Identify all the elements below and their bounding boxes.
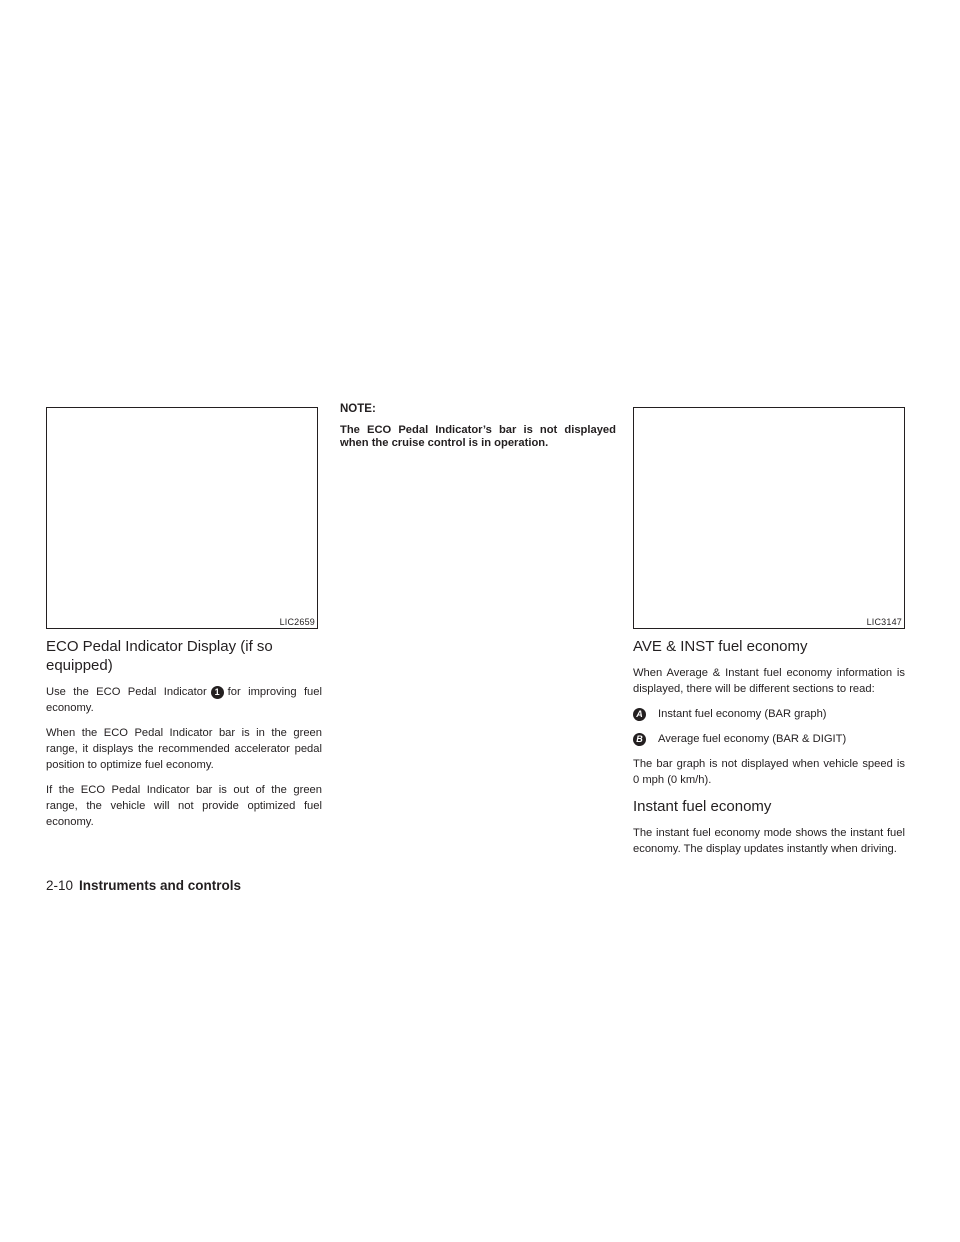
figure-label: LIC3147 bbox=[866, 617, 902, 627]
ave-heading: AVE & INST fuel economy bbox=[633, 638, 808, 655]
ave-intro: When Average & Instant fuel economy information is displayed, there will be different sections to read: bbox=[633, 667, 905, 695]
figure-label: LIC2659 bbox=[279, 617, 315, 627]
page-footer bbox=[46, 878, 241, 894]
callout-1-icon: 1 bbox=[211, 686, 224, 699]
note-section bbox=[340, 403, 616, 450]
callout-a-icon: A bbox=[633, 708, 646, 721]
eco-p1-text-end: for improving fuel economy. bbox=[46, 686, 322, 714]
ave-bar-note: The bar graph is not displayed when vehicle speed is 0 mph (0 km/h). bbox=[633, 758, 905, 786]
note-body: The ECO Pedal Indicator’s bar is not displayed when the cruise control is in operation. bbox=[340, 424, 616, 449]
eco-p1-text: Use the ECO Pedal Indicator bbox=[46, 686, 207, 698]
figure-ave-inst-fuel-economy bbox=[633, 407, 905, 629]
page-number: 2-10 bbox=[46, 878, 74, 893]
instant-body: The instant fuel economy mode shows the instant fuel economy. The display updates instantly when driving. bbox=[633, 827, 905, 855]
list-item-text: Instant fuel economy (BAR graph) bbox=[658, 708, 827, 720]
eco-paragraph-1 bbox=[46, 684, 322, 716]
eco-section bbox=[46, 637, 322, 839]
eco-paragraph-3: If the ECO Pedal Indicator bar is out of the green range, the vehicle will not provide optimized fuel economy. bbox=[46, 784, 322, 828]
figure-eco-pedal-indicator bbox=[46, 407, 318, 629]
list-item bbox=[633, 706, 905, 722]
eco-heading: ECO Pedal Indicator Display (if so equipped) bbox=[46, 638, 273, 674]
ave-section bbox=[633, 637, 905, 866]
note-title: NOTE: bbox=[340, 403, 376, 415]
eco-paragraph-2: When the ECO Pedal Indicator bar is in the green range, it displays the recommended accelerator pedal position to optimize fuel economy. bbox=[46, 727, 322, 771]
instant-heading: Instant fuel economy bbox=[633, 798, 772, 815]
callout-b-icon: B bbox=[633, 733, 646, 746]
list-item bbox=[633, 731, 905, 747]
section-title: Instruments and controls bbox=[79, 878, 242, 893]
list-item-text: Average fuel economy (BAR & DIGIT) bbox=[658, 733, 847, 745]
